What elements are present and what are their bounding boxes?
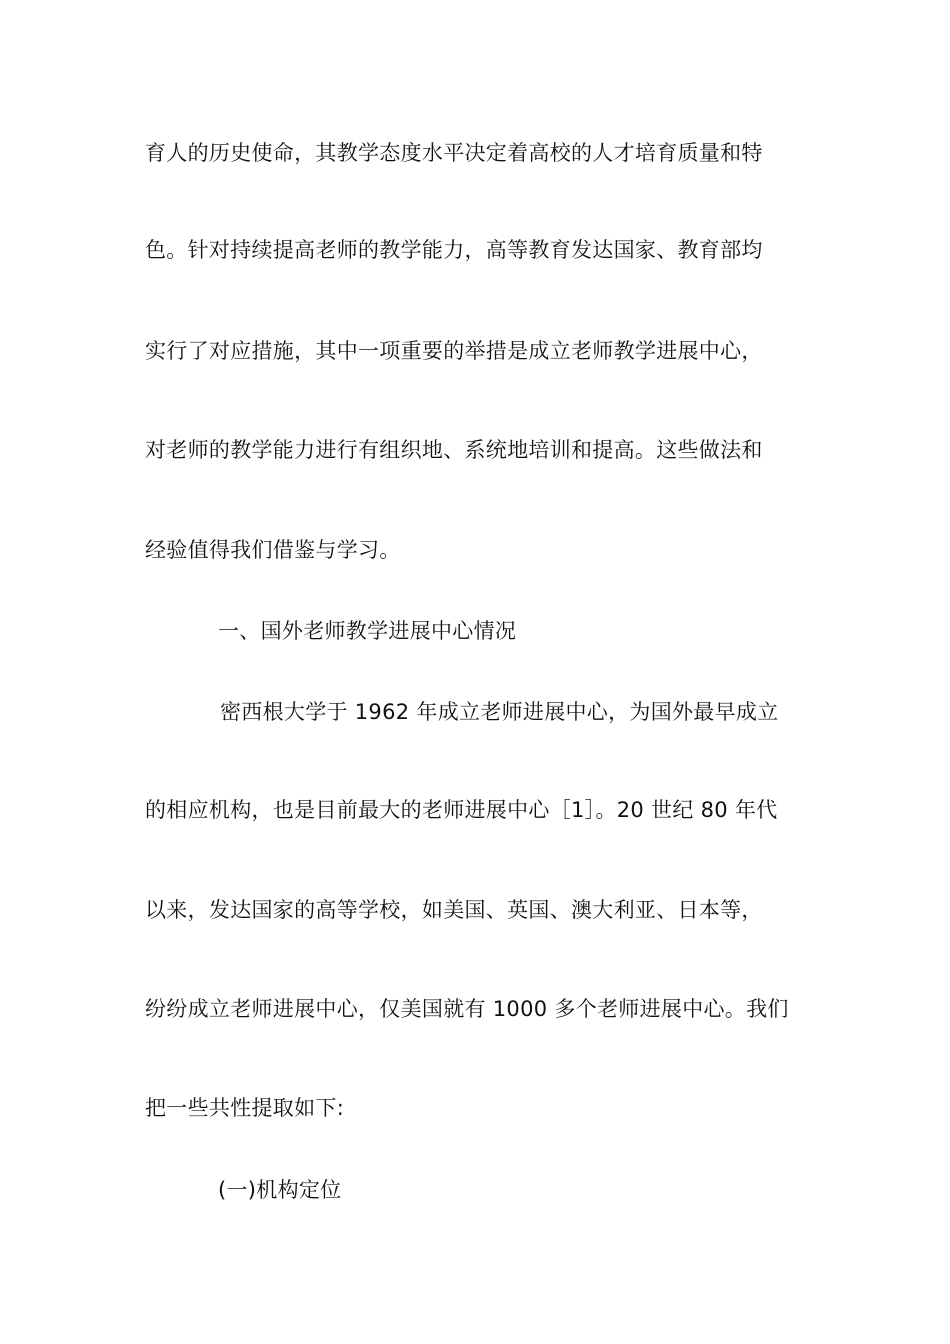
paragraph-line: 色。针对持续提高老师的教学能力，高等教育发达国家、教育部均 <box>145 238 763 262</box>
paragraph-line: 经验值得我们借鉴与学习。 <box>145 538 401 562</box>
paragraph-line: 的相应机构，也是目前最大的老师进展中心［1］。20 世纪 80 年代 <box>145 798 778 822</box>
paragraph-line: 密西根大学于 1962 年成立老师进展中心，为国外最早成立 <box>220 700 779 724</box>
paragraph-line: 以来，发达国家的高等学校，如美国、英国、澳大利亚、日本等， <box>145 898 763 922</box>
paragraph-line: 把一些共性提取如下: <box>145 1096 345 1120</box>
section-heading: 一、国外老师教学进展中心情况 <box>218 619 517 643</box>
paragraph-line: 对老师的教学能力进行有组织地、系统地培训和提高。这些做法和 <box>145 438 763 462</box>
paragraph-line: 实行了对应措施，其中一项重要的举措是成立老师教学进展中心， <box>145 339 763 363</box>
paragraph-line: 育人的历史使命，其教学态度水平决定着高校的人才培育质量和特 <box>145 141 763 165</box>
paragraph-line: 纷纷成立老师进展中心，仅美国就有 1000 多个老师进展中心。我们 <box>145 997 789 1021</box>
subsection-heading: (一)机构定位 <box>218 1178 342 1202</box>
